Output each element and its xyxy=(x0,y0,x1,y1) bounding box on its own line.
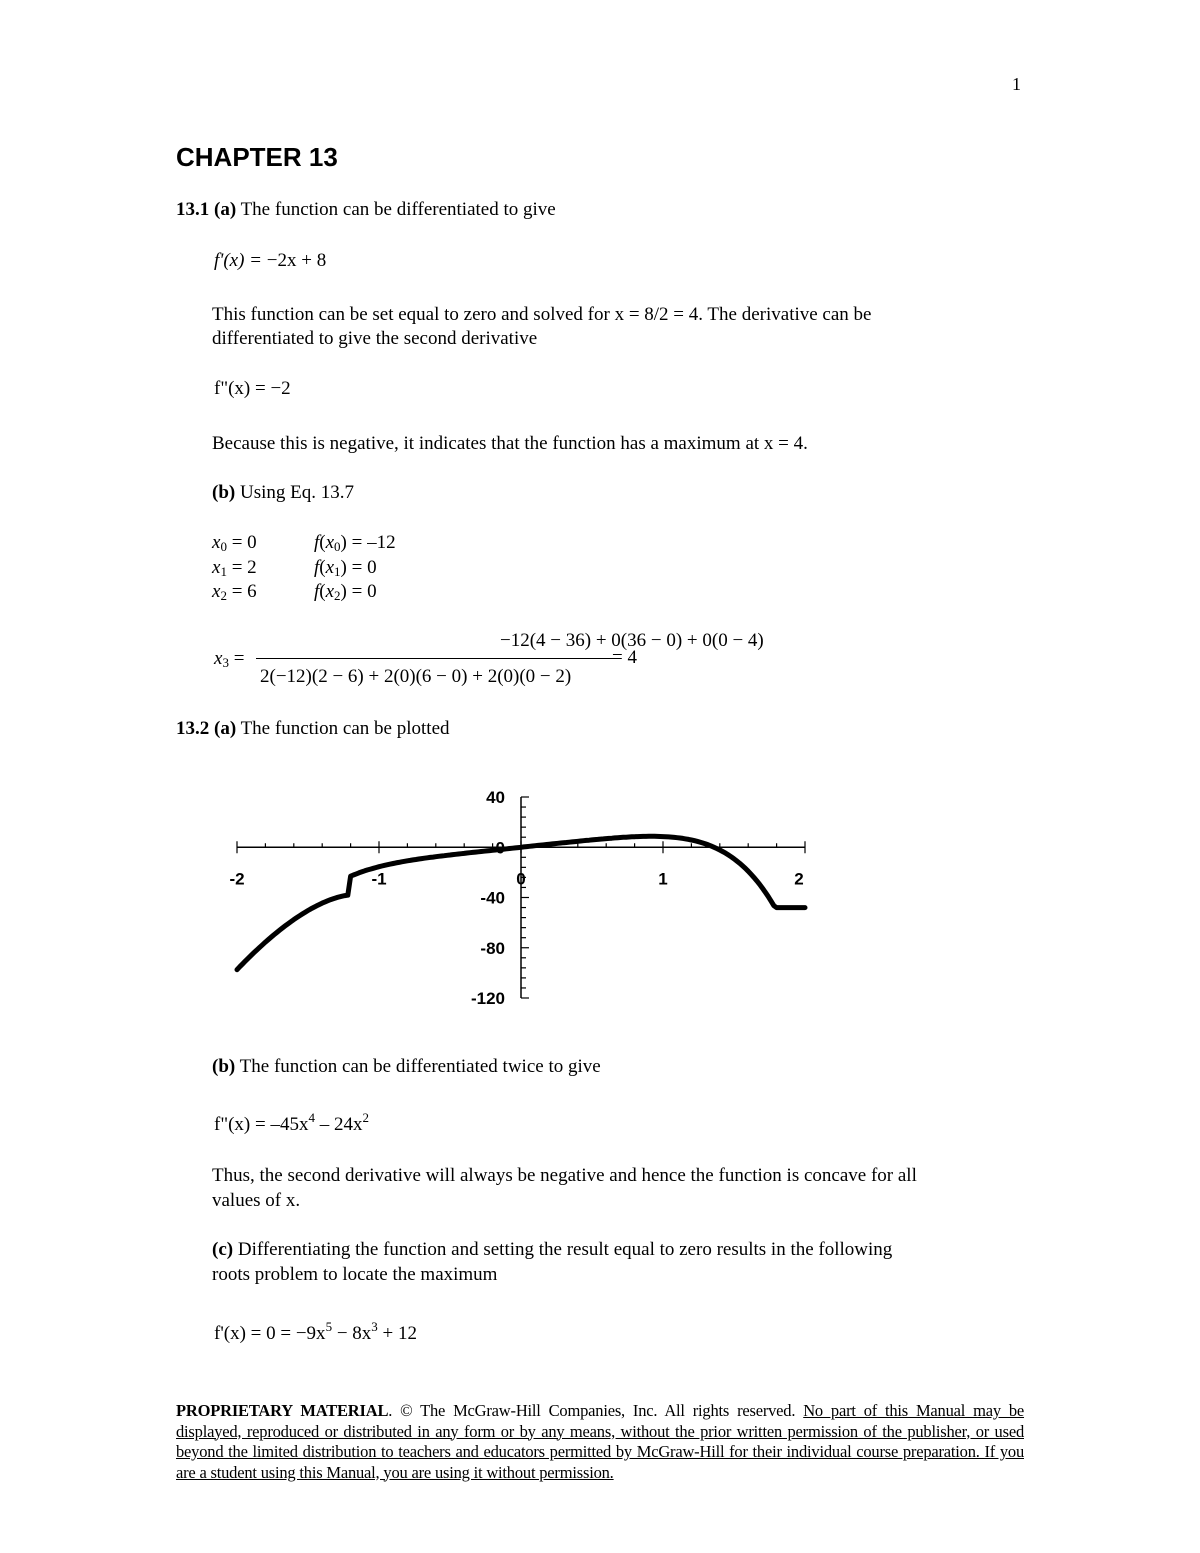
plot-axes xyxy=(237,797,805,998)
x0-row: $x_0 = 0$ xyxy=(212,532,257,554)
part-c-heading: (c) Differentiating the function and setting the result equal to zero results in the following xyxy=(212,1239,893,1260)
paragraph-line: differentiated to give the second derivative xyxy=(212,328,538,349)
problem-13-2-intro xyxy=(176,718,450,740)
fx1-row: $f(x_1) = 0$ xyxy=(314,557,377,579)
part-b-heading: (b) The function can be differentiated twice to give xyxy=(212,1056,601,1077)
intro-text: The function can be plotted xyxy=(240,718,450,739)
y-tick-label: -80 xyxy=(480,938,505,958)
chapter-title: CHAPTER 13 xyxy=(176,142,338,172)
equation-second-derivative: f"(x) = −2 xyxy=(214,378,291,399)
y-tick-label: -120 xyxy=(470,989,505,1008)
x-tick-label: 2 xyxy=(794,869,804,889)
equation-first-derivative: f'(x) = −2x + 8 xyxy=(214,250,327,271)
paragraph-line: Because this is negative, it indicates that the function has a maximum at x = 4. xyxy=(212,433,808,454)
footer-text: . © The McGraw-Hill Companies, Inc. All rights reserved. xyxy=(388,1401,804,1420)
equation-roots-problem: $f'(x) = 0 = -9x^5 - 8x^3 + 12$ xyxy=(214,1319,417,1344)
fx2-row: $f(x_2) = 0$ xyxy=(314,581,377,603)
fraction-numerator: −12(4 − 36) + 0(36 − 0) + 0(0 − 4) xyxy=(500,630,764,651)
paragraph-line: values of x. xyxy=(212,1190,301,1211)
x2-row: $x_2 = 6$ xyxy=(212,581,257,603)
intro-text: The function can be differentiated to give xyxy=(240,199,556,220)
equation-second-derivative: f"(x) = $-45x^4 - 24x^2$ xyxy=(214,1110,369,1135)
x1-row: $x_1 = 2$ xyxy=(212,557,257,579)
x-tick-label: -1 xyxy=(371,869,387,889)
x-tick-label: 0 xyxy=(516,869,526,889)
fraction-denominator: 2(−12)(2 − 6) + 2(0)(6 − 0) + 2(0)(0 − 2) xyxy=(260,666,572,687)
part-label: (a) xyxy=(214,199,237,220)
problem-13-1-intro xyxy=(176,199,556,221)
x3-lhs: $x_3$ = xyxy=(214,648,245,670)
footer-notice: No part of this Manual may be displayed, reproduced or distributed in any form or by any means, without the prior written permission of the publisher, or used beyond the limited distribution to teachers and educators permitted by McGraw-Hill for their individual course preparation. If you are a student using this Manual, you are using it without permission. xyxy=(176,1401,1025,1482)
paragraph-line: Thus, the second derivative will always be negative and hence the function is concave for all xyxy=(212,1165,917,1186)
part-b-heading: (b) Using Eq. 13.7 xyxy=(212,482,354,503)
page-number: 1 xyxy=(1012,74,1021,94)
plot-tick-labels xyxy=(229,788,803,1008)
function-plot xyxy=(210,780,830,1020)
x-tick-label: -2 xyxy=(229,869,245,889)
fraction-rhs: = 4 xyxy=(612,647,637,668)
x-tick-label: 1 xyxy=(658,869,668,889)
copyright-footer xyxy=(176,1401,1024,1483)
y-tick-label: 0 xyxy=(495,838,505,858)
part-label: (a) xyxy=(214,718,237,739)
x3-fraction-equation xyxy=(214,630,764,690)
problem-number: 13.2 xyxy=(176,718,210,739)
y-tick-label: 40 xyxy=(486,788,505,807)
paragraph-line: This function can be set equal to zero and solved for x = 8/2 = 4. The derivative can be xyxy=(212,304,872,325)
paragraph-line: roots problem to locate the maximum xyxy=(212,1264,498,1285)
fraction-bar xyxy=(256,658,616,659)
footer-lead: PROPRIETARY MATERIAL xyxy=(176,1401,389,1420)
fx0-row: $f(x_0) = -12$ xyxy=(314,532,396,554)
problem-number: 13.1 xyxy=(176,199,210,220)
y-tick-label: -40 xyxy=(480,888,505,908)
